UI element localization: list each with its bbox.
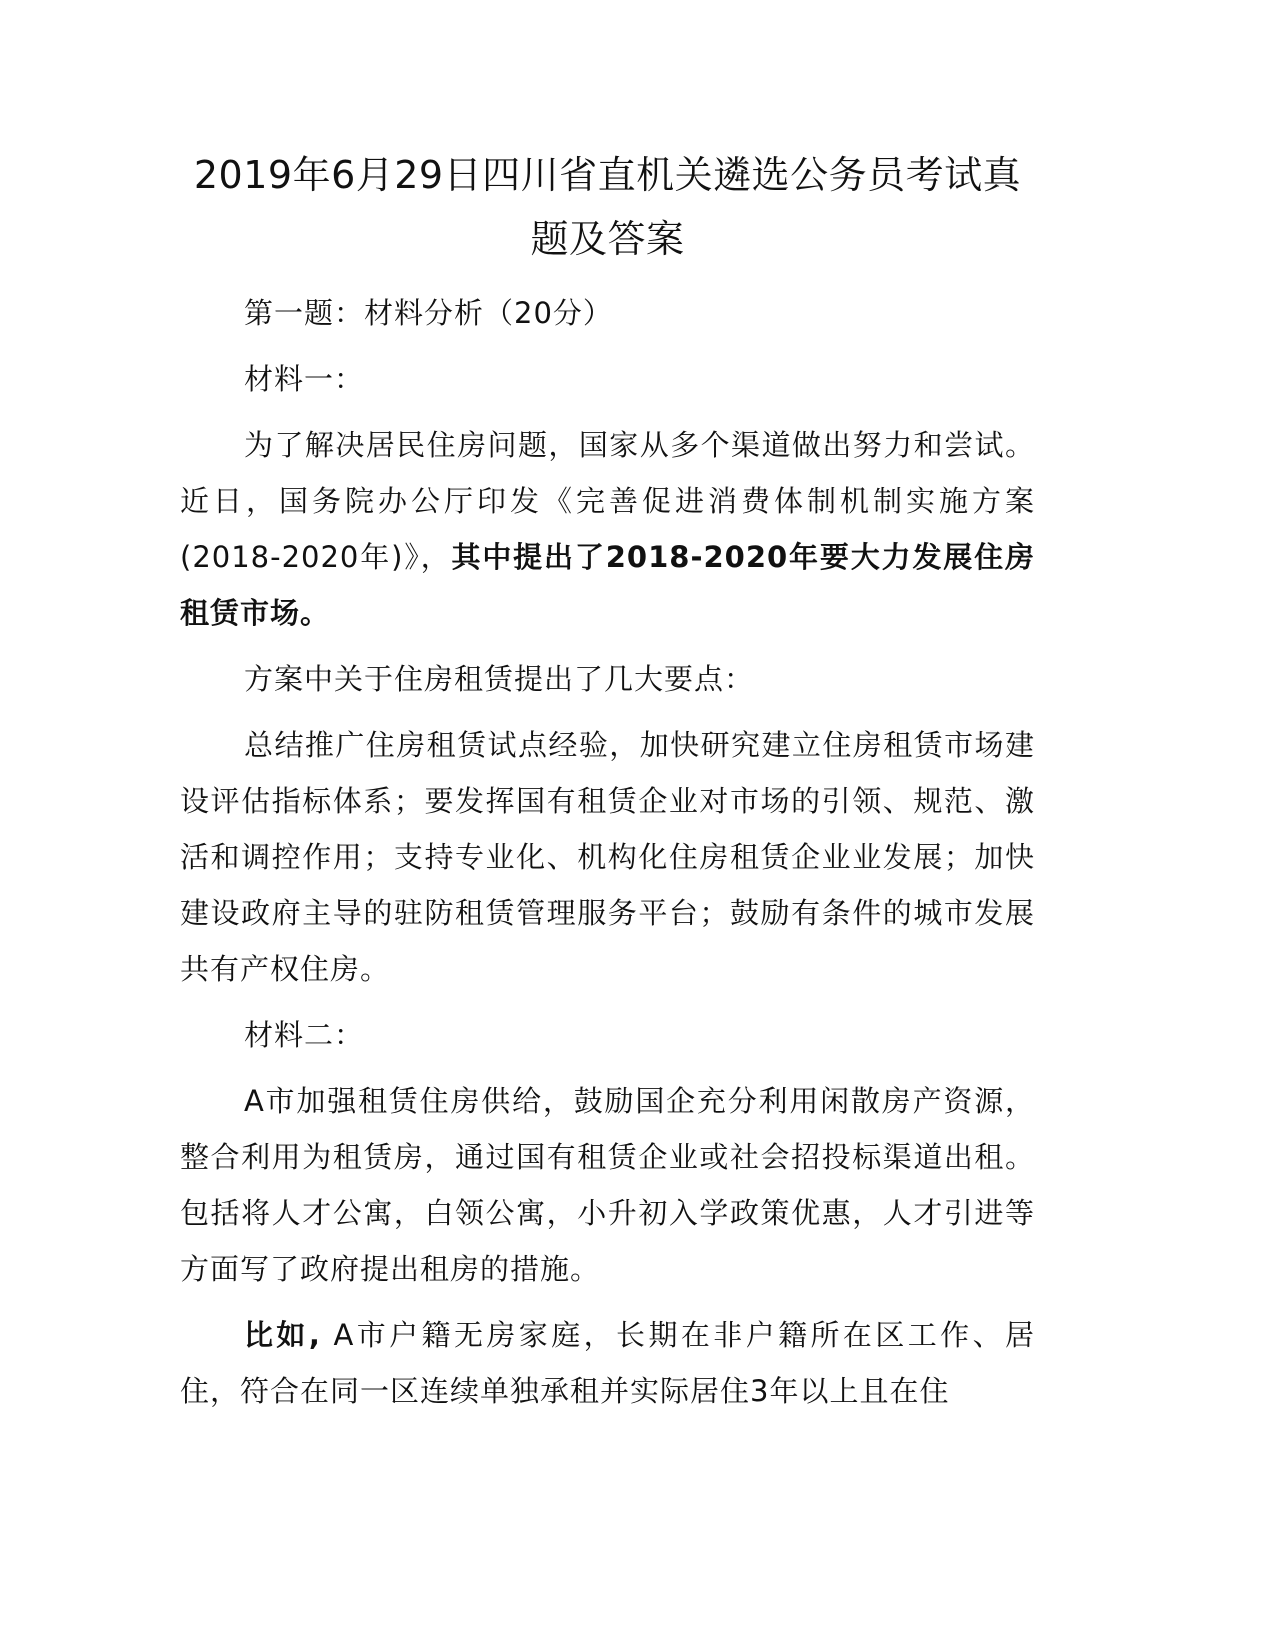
document-page bbox=[180, 143, 1035, 1419]
material2-paragraph-2-lead: 比如, bbox=[244, 1318, 321, 1352]
material1-heading: 材料一： bbox=[244, 362, 365, 396]
material1-paragraph-1-bold-text: 其中提出了2018-2020年要大力发展住房租赁市场。 bbox=[180, 540, 1036, 630]
question-heading: 第一题：材料分析（20分） bbox=[244, 296, 613, 330]
material1-paragraph-3: 总结推广住房租赁试点经验，加快研究建立住房租赁市场建设评估指标体系；要发挥国有租赁企业对市场的引领、规范、激活和调控作用；支持专业化、机构化住房租赁企业业发展；加快建设政府主导的驻防租赁管理服务平台；鼓励有条件的城市发展共有产权住房。 bbox=[180, 728, 1035, 986]
material1-paragraph-1 bbox=[180, 417, 1035, 641]
material2-paragraph-2-text: A市户籍无房家庭，长期在非户籍所在区工作、居住，符合在同一区连续单独承租并实际居住3年以上且在住 bbox=[180, 1318, 1035, 1408]
document-title: 2019年6月29日四川省直机关遴选公务员考试真题及答案 bbox=[193, 153, 1022, 261]
material1-paragraph-2: 方案中关于住房租赁提出了几大要点： bbox=[244, 662, 755, 696]
material2-paragraph-1: A市加强租赁住房供给，鼓励国企充分利用闲散房产资源，整合利用为租赁房，通过国有租赁企业或社会招投标渠道出租。包括将人才公寓，白领公寓，小升初入学政策优惠，人才引进等方面写了政府提出租房的措施。 bbox=[180, 1084, 1035, 1286]
material2-heading: 材料二： bbox=[244, 1018, 365, 1052]
material1-paragraph-1-text: 为了解决居民住房问题，国家从多个渠道做出努力和尝试。近日，国务院办公厅印发《完善促进消费体制机制实施方案(2018-2020年)》， bbox=[180, 428, 1035, 574]
material2-paragraph-2 bbox=[180, 1307, 1035, 1419]
